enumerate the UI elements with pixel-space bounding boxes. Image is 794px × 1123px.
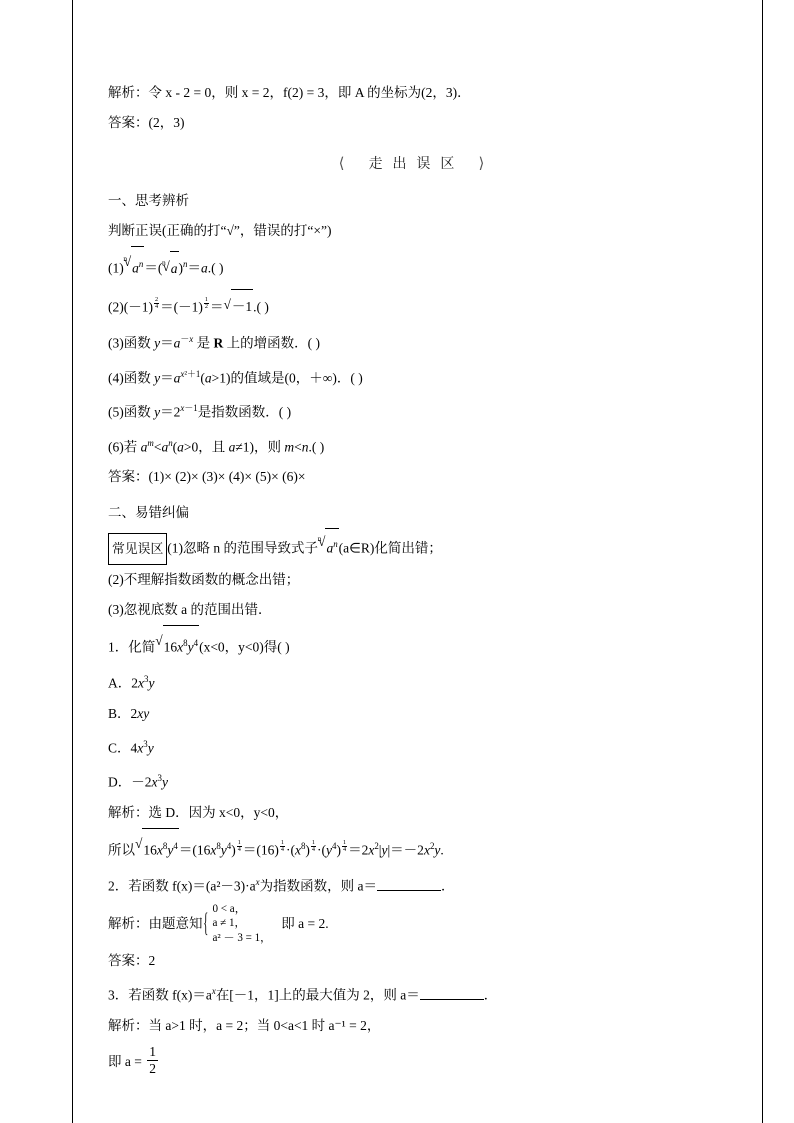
item-number: (6) <box>108 439 124 454</box>
problem-stem-end: ． <box>483 987 498 1003</box>
chevron-right-icon: ⟩ <box>478 155 488 172</box>
problem-stem-suffix: (x<0，y<0)得( ) <box>199 639 290 654</box>
problem-2-analysis <box>108 902 718 947</box>
error-item-text: 忽略 n 的范围导致式子 <box>183 540 319 556</box>
item-blank: ( ) <box>256 299 269 314</box>
analysis-label: 解析： <box>108 1017 149 1033</box>
common-error-line <box>108 528 718 565</box>
section-one-answer <box>108 462 718 492</box>
problem-stem: 若函数 f(x)＝(a²－3)·a <box>128 878 256 894</box>
answer-label: 答案： <box>108 115 149 130</box>
analysis-line-top <box>108 78 718 108</box>
judgement-item-1: (1) √ n $a^n=$( √ n a)$^n$＝a.( ) <box>108 246 718 286</box>
condition-row: { 0 < a， <box>212 902 246 915</box>
analysis-label: 解析： <box>108 915 149 931</box>
judgement-item-4: (4)函数 $y=a^{x^2+1}(a>1)$的值域是(0，＋∞)．( ) <box>108 368 363 385</box>
system-of-conditions <box>203 902 272 947</box>
problem-2-answer <box>108 946 718 976</box>
answer-text: (1)× (2)× (3)× (4)× (5)× (6)× <box>148 469 306 484</box>
analysis-label: 解析： <box>108 85 149 100</box>
problem-3-stem: 3．若函数 $f(x)=a^x$在[－1，1]上的最大值为 2，则 a＝ ． <box>108 986 498 1003</box>
item-number: (1) <box>108 260 124 276</box>
problem-3-analysis-line-2 <box>108 1041 718 1083</box>
problem-number: 3． <box>108 987 129 1003</box>
answer-blank[interactable] <box>420 999 484 1000</box>
problem-3-analysis-line-1 <box>108 1011 718 1041</box>
right-margin-rule <box>762 0 763 1123</box>
option-label: B． <box>108 705 131 721</box>
page-content <box>108 78 718 1083</box>
analysis-text: 当 a>1 时，a = 2；当 0<a<1 时 a⁻¹ = 2， <box>148 1017 381 1033</box>
radical-expression: √ $16x^8y^4$ <box>155 625 199 665</box>
left-margin-rule <box>72 0 73 1123</box>
judgement-item-6: (6)若 $a^m<a^n(a>0$，且 a≠1)，则 m<n.( ) <box>108 437 325 454</box>
judgement-item-2: (2)(－1) $^{\frac{2}{4}}$ ＝(－1) $^{\frac{1}{2}}$ ＝ √ －1.( ) <box>108 286 718 325</box>
problem-stem: 若函数 f(x)＝a <box>128 987 212 1003</box>
answer-label: 答案： <box>108 469 149 484</box>
common-error-label: 常见误区 <box>108 533 167 565</box>
problem-stem-suffix: 为指数函数，则 a＝ <box>259 878 377 894</box>
problem-number: 1． <box>108 639 129 654</box>
radical-expression: √ n $a^n$ <box>124 246 145 286</box>
chevron-left-icon: ⟨ <box>338 155 348 172</box>
condition-row: a² － 3 = 1， <box>212 932 272 945</box>
problem-stem-suffix: 在[－1，1]上的最大值为 2，则 a＝ <box>215 987 420 1003</box>
problem-1-analysis-line-1 <box>108 798 718 828</box>
radical-expression: √ n $a^n$ <box>318 528 339 564</box>
problem-stem-end: ． <box>440 878 455 894</box>
analysis-text: 由题意知 <box>148 915 203 931</box>
judgement-item-3: (3)函数 $y=a^{-x}$ 是 R 上的增函数．( ) <box>108 334 320 351</box>
answer-text: (2，3) <box>148 115 185 130</box>
error-item-3: (3)忽视底数 a 的范围出错． <box>108 601 272 617</box>
radical-expression: √ $16x^8y^4$ <box>135 828 179 868</box>
radical-expression: √ n a <box>162 251 178 286</box>
option-label: A． <box>108 675 132 691</box>
answer-blank[interactable] <box>377 890 441 891</box>
fraction-denominator: 2 <box>149 1060 156 1076</box>
item-number: (5) <box>108 404 124 420</box>
analysis-conclusion: 即 a = 2. <box>281 915 329 931</box>
problem-2-stem: 2．若函数 $f(x)=(a^2-3)\cdot a^x$为指数函数，则 a＝ ． <box>108 877 455 894</box>
condition-row: a ≠ 1， <box>212 917 246 930</box>
error-item-number: (1) <box>167 540 184 556</box>
answer-label: 答案： <box>108 953 149 969</box>
problem-1-option-b: B．2xy <box>108 705 150 721</box>
answer-line-top <box>108 108 718 138</box>
error-item-2: (2)不理解指数函数的概念出错； <box>108 571 300 587</box>
problem-number: 2． <box>108 878 129 894</box>
banner-label: 走 出 误 区 <box>368 155 458 171</box>
radical-expression: √ －1 <box>223 289 253 324</box>
problem-1-option-a: A．$2x^3y$ <box>108 674 155 691</box>
problem-1-option-d: D．$-2x^3y$ <box>108 773 168 790</box>
problem-1-analysis-line-2: 所以 √ $16x^8y^4=(16x^8y^4)$ $^{\frac{1}{4}}$ ＝(16) $^{\frac{1}{4}}$ $\cdot(x^8)$ $^{\frac{1}{4}}$ $\cdot(y^4)$ $^{\frac{1}{4}}$ $=2x^2|y|=-2x^2y$. <box>108 828 718 868</box>
fraction <box>147 1044 158 1076</box>
problem-stem-prefix: 化简 <box>128 639 156 654</box>
problem-1-stem <box>108 625 718 665</box>
judgement-item-5: (5)函数 $y=2^{x-1}$是指数函数．( ) <box>108 403 292 420</box>
item-number: (4) <box>108 370 124 385</box>
section-one-instruction: 判断正误(正确的打“√”，错误的打“×”) <box>108 223 332 238</box>
option-label: C． <box>108 740 131 755</box>
section-banner <box>108 150 718 176</box>
analysis-text: 即 a = <box>108 1053 142 1069</box>
analysis-text: 令 x - 2 = 0，则 x = 2，f(2) = 3，即 A 的坐标为(2，3)． <box>148 85 471 100</box>
error-item-suffix: (a∈R)化简出错； <box>338 540 442 556</box>
item-number: (2) <box>108 299 124 314</box>
section-two-title: 二、易错纠偏 <box>108 505 189 520</box>
answer-text: 2 <box>148 953 156 969</box>
problem-1-option-c: C．$4x^3y$ <box>108 738 154 755</box>
item-blank: ( ) <box>211 260 224 276</box>
option-label: D． <box>108 774 132 790</box>
section-banner-inner <box>335 150 492 176</box>
analysis-label: 解析： <box>108 804 149 820</box>
section-one-title: 一、思考辨析 <box>108 193 189 208</box>
item-number: (3) <box>108 335 124 351</box>
analysis-text: 选 D．因为 x<0，y<0， <box>148 804 289 820</box>
analysis-text: 所以 <box>108 842 135 857</box>
fraction-numerator: 1 <box>149 1044 156 1059</box>
